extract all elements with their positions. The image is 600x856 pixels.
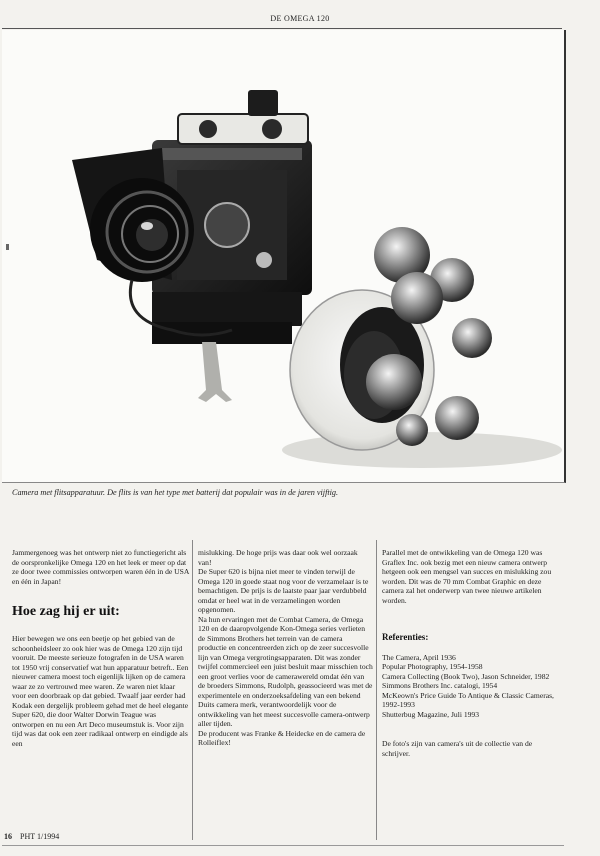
flash-bulb bbox=[396, 414, 428, 446]
tripod-mount bbox=[198, 342, 232, 402]
reference-item: Simmons Brothers Inc. catalogi, 1954 bbox=[382, 681, 498, 690]
body-paragraph: Parallel met de ontwikkeling van de Omega 120 was Graflex Inc. ook bezig met een nieuw camera ontwerp hetgeen ook een mengsel van succes en mislukking zou worden. Dit was de 70 mm Combat Graphic en deze camera zal het onderwerp van twee nieuwe artikelen worden. bbox=[382, 548, 552, 605]
column-rule bbox=[192, 540, 193, 840]
section-heading: Hoe zag hij er uit: bbox=[12, 604, 120, 619]
column-rule bbox=[376, 540, 377, 840]
flash-bulb bbox=[391, 272, 443, 324]
rangefinder-top bbox=[178, 114, 308, 144]
references-list bbox=[382, 653, 560, 720]
viewfinder bbox=[248, 90, 278, 116]
camera-flash-illustration bbox=[2, 30, 564, 482]
body-paragraph: De Super 620 is bijna niet meer te vinden terwijl de Omega 120 in goede staat nog voor de verzamelaar is te bemachtigen. De prijs is de laatste paar jaar verdubbeld omdat er heel wat in de verzamelingen worden opgenomen. bbox=[198, 567, 369, 614]
reference-item: Shutterbug Magazine, Juli 1993 bbox=[382, 709, 480, 719]
reference-item: The Camera, April 1936 bbox=[382, 652, 456, 662]
body-paragraph: mislukking. De hoge prijs was daar ook wel oorzaak van! bbox=[198, 548, 358, 567]
flash-bulb bbox=[366, 354, 422, 410]
body-paragraph: Hier bewegen we ons een beetje op het gebied van de schoonheidsleer zo ook hier was de Omega 120 zijn tijd vooruit. De meeste serieuze fotografen in de USA waren tot 1950 vrij conservatief wat hun apparatuur betreft.. Een nieuwer camera moest toch eigenlijk lijken op de camera waar ze zo vertrouwd mee waren. Ze waren niet klaar voor een doorbraak op dat gebied. Twaalf jaar eerder had Kodak een dergelijk probleem gehad met de heel elegante Super 620, die door Walter Dorwin Teague was ontworpen en nu een Art Deco museumstuk is. Voor zijn tijd was dat ook een zeer radikaal ontwerp en eindigde als een bbox=[12, 634, 189, 748]
article-column-1 bbox=[12, 548, 190, 748]
article-column-3 bbox=[382, 548, 560, 758]
body-paragraph: De producent was Franke & Heidecke en de camera de Rolleiflex! bbox=[198, 728, 366, 747]
reference-item: Popular Photography, 1954-1958 bbox=[382, 662, 483, 671]
intro-paragraph: Jammergenoeg was het ontwerp niet zo functiegericht als de oorspronkelijke Omega 120 en het leek er meer op dat ze door twee commissies ontworpen waren één in de USA en één in Japan! bbox=[12, 548, 189, 586]
reference-item: McKeown's Price Guide To Antique & Classic Cameras, 1992-1993 bbox=[382, 690, 554, 709]
reference-item: Camera Collecting (Book Two), Jason Schneider, 1982 bbox=[382, 671, 550, 681]
camera-photo bbox=[2, 30, 566, 483]
flash-bulb bbox=[435, 396, 479, 440]
body-paragraph: Na hun ervaringen met de Combat Camera, de Omega 120 en de daaropvolgende Kon-Omega series verlieten de Simmons Brothers het terrein van de camera productie en concentreerden zich op de zeer succesvolle lijn van Omega vergrotingsapparaten. Dit was zonder twijfel commercieel een juist besluit maar misschien toch een groot verlies voor de camerawereld omdat één van de broeders Simmons, Rudolph, geassocieerd was met de experimentele en onderzoeksafdeling van een bekend Duits camera merk, verantwoordelijk voor de ontwikkeling van het meest succesvolle camera-ontwerp aller tijden. bbox=[198, 614, 373, 728]
flash-bulb bbox=[452, 318, 492, 358]
issue-label: PHT 1/1994 bbox=[20, 832, 60, 841]
article-column-2 bbox=[198, 548, 373, 748]
page-footer bbox=[4, 832, 59, 841]
photo-caption: Camera met flitsapparatuur. De flits is van het type met batterij dat populair was in de jaren vijftig. bbox=[12, 488, 339, 497]
photo-credit: De foto's zijn van camera's uit de collectie van de schrijver. bbox=[382, 739, 533, 758]
top-rule bbox=[2, 28, 562, 29]
page-number: 16 bbox=[4, 832, 12, 841]
running-head: DE OMEGA 120 bbox=[270, 14, 330, 23]
references-heading: Referenties: bbox=[382, 632, 429, 642]
bottom-rule bbox=[2, 845, 564, 846]
